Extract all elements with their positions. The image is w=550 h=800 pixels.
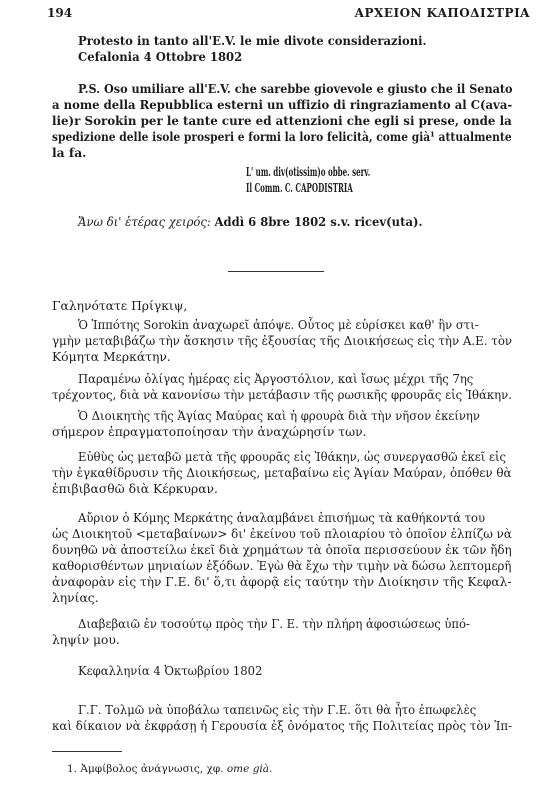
greek-line: Γ.Γ. Τολμῶ νὰ ὑποβάλω ταπεινῶς εἰς τὴν Γ.Ε. ὅτι θὰ ἦτο ἐπωφελὲς <box>78 703 477 717</box>
greek-line: δυνηθῶ νὰ ἀποστείλω ἐκεῖ διὰ χρημάτων τὰ ὁποῖα περισσεύουν ἐκ τῶν ἤδη <box>52 543 512 557</box>
greek-line: Αὔριον ὁ Κόμης Μερκάτης ἀναλαμβάνει ἐπισήμως τὰ καθήκοντά του <box>78 511 486 525</box>
greek-line: γμὴν μεταβιβάζω τὴν ἄσκησιν τῆς ἐξουσίας τῆς Διοικήσεως εἰς τὴν Α.Ε. τὸν <box>52 334 513 348</box>
greek-line: καθορισθέντων μηνιαίων ἐξόδων. Ἐγὼ θὰ ἔχω τὴν τιμὴν νὰ δώσω λεπτομερῆ <box>52 559 512 573</box>
greek-line: τρέχοντος, διὰ νὰ κανονίσω τὴν μετάβασιν τῆς ρωσικῆς φρουρᾶς εἰς Ἰθάκην. <box>52 388 512 402</box>
greek-line: Ὁ Διοικητὴς τῆς Ἁγίας Μαύρας καὶ ἡ φρουρὰ διὰ τὴν νῆσον ἐκείνην <box>78 409 480 423</box>
receipt-note-italian: Addì 6 8bre 1802 s.v. ricev(uta). <box>214 214 423 229</box>
page-number: 194 <box>47 6 73 20</box>
greek-line: Ὁ Ἱππότης Sorokin ἀναχωρεῖ ἀπόψε. Οὗτος μὲ εὑρίσκει καθ' ἣν στι- <box>78 318 479 332</box>
signature-line: L' um. div(otissim)o obbe. serv. <box>246 164 371 179</box>
greek-line: ληψίν μου. <box>52 633 120 647</box>
ps-line: spedizione delle isole prosperi e formi la loro felicità, come già¹ attualmente <box>52 129 512 144</box>
greek-line: καὶ δίκαιον νὰ ἐκφράσῃ ἡ Γερουσία ἐξ ὀνόματος τῆς Πολιτείας πρὸς τὸν Ἱπ- <box>52 719 513 733</box>
place-date-line: Cefalonia 4 Ottobre 1802 <box>78 49 243 64</box>
greek-line: σήμερον ἐπραγματοποίησαν τὴν ἀναχώρησίν των. <box>52 425 367 439</box>
footnote-italic: ome già. <box>226 763 273 775</box>
ps-line: la fa. <box>52 145 87 160</box>
greek-line: Παραμένω ὀλίγας ἡμέρας εἰς Ἀργοστόλιον, καὶ ἴσως μέχρι τῆς 7ης <box>78 372 474 386</box>
receipt-note-greek: Ἄνω δι' ἑτέρας χειρός: <box>78 215 211 229</box>
section-divider <box>228 271 324 272</box>
greek-line: ἐπιβιβασθῶ διὰ Κέρκυραν. <box>52 482 218 496</box>
signature-name: Il Comm. C. CAPODISTRIA <box>246 180 353 195</box>
greek-line: Εὐθὺς ὡς μεταβῶ μετὰ τῆς φρουρᾶς εἰς Ἰθάκην, ὡς συνεργασθῶ ἐκεῖ εἰς <box>78 450 507 464</box>
ps-line: a nome della Repubblica esterni un uffizio di ringraziamento al C(ava- <box>52 97 513 112</box>
greek-line: τὴν ἐγκαθίδρυσιν τῆς Διοικήσεως, μεταβαίνω εἰς Ἁγίαν Μαύραν, ὁπόθεν θὰ <box>52 466 512 480</box>
greek-line: ἀναφορὰν εἰς τὴν Γ.Ε. δι' ὅ,τι ἀφορᾷ εἰς ταύτην τὴν Διοίκησιν τῆς Κεφαλ- <box>52 575 512 589</box>
footnote <box>67 763 272 775</box>
footnote-text: Ἀμφίβολος ἀνάγνωσις, χφ. <box>80 763 224 775</box>
ps-line: P.S. Oso umiliare all'E.V. che sarebbe giovevole e giusto che il Senato <box>78 81 513 96</box>
greek-line: ληνίας. <box>52 591 99 605</box>
greek-line: Κόμητα Μερκάτην. <box>52 350 171 364</box>
greek-line: Διαβεβαιῶ ἐν τοσούτῳ πρὸς τὴν Γ. Ε. τὴν πλήρη ἀφοσιώσεως ὑπό- <box>78 617 470 631</box>
ps-line: lie)r Sorokin per le tante cure ed attenzioni che egli si prese, onde la <box>52 113 512 128</box>
running-title: ΑΡΧΕΙΟΝ ΚΑΠΟΔΙΣΤΡΙΑ <box>354 6 530 20</box>
greek-line: ὡς Διοικητοῦ <μεταβαίνων> δι' ἐκείνου τοῦ πλοιαρίου τὸ ὁποῖον ἐλπίζω νὰ <box>52 527 512 541</box>
closing-line: Protesto in tanto all'E.V. le mie divote considerazioni. <box>78 33 427 48</box>
footnote-rule <box>52 751 122 752</box>
greek-place-date: Κεφαλληνία 4 Ὀκτωβρίου 1802 <box>78 664 263 678</box>
receipt-note <box>78 214 512 230</box>
salutation: Γαληνότατε Πρίγκιψ, <box>52 299 188 313</box>
footnote-marker: 1. <box>67 763 78 775</box>
